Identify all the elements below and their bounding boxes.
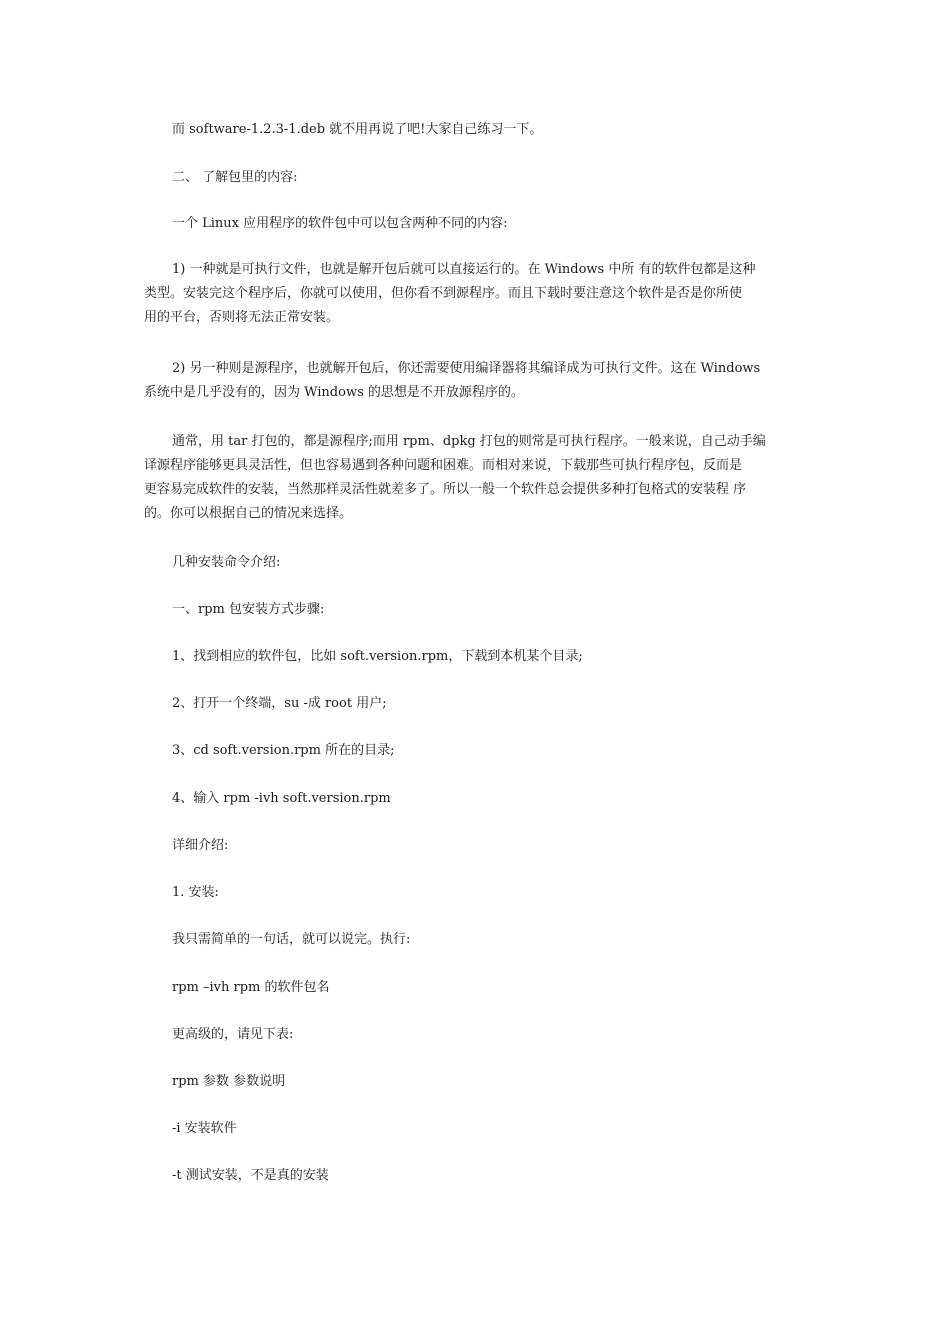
- paragraph-tar-vs-rpm: [144, 430, 812, 526]
- step-2: 2、打开一个终端，su -成 root 用户;: [172, 696, 387, 711]
- param-i: -i 安装软件: [172, 1121, 237, 1136]
- text-line: 类型。安装完这个程序后，你就可以使用，但你看不到源程序。而且下载时要注意这个软件是否是你所使: [144, 286, 743, 301]
- text-line: 系统中是几乎没有的，因为 Windows 的思想是不开放源程序的。: [144, 385, 524, 400]
- paragraph-deb-note: 而 software-1.2.3-1.deb 就不用再说了吧!大家自己练习一下。: [172, 122, 543, 137]
- text-line: 的。你可以根据自己的情况来选择。: [144, 506, 353, 521]
- command-rpm-ivh: rpm –ivh rpm 的软件包名: [172, 980, 330, 995]
- text-line: 2) 另一种则是源程序，也就解开包后，你还需要使用编译器将其编译成为可执行文件。这在 Windows: [172, 361, 761, 376]
- param-t: -t 测试安装，不是真的安装: [172, 1168, 329, 1183]
- heading-install: 1. 安装:: [172, 885, 219, 900]
- paragraph-linux-package-intro: 一个 Linux 应用程序的软件包中可以包含两种不同的内容:: [172, 216, 508, 231]
- text-line: 更容易完成软件的安装，当然那样灵活性就差多了。所以一般一个软件总会提供多种打包格式的安装程 序: [144, 482, 747, 497]
- text-line: 1) 一种就是可执行文件，也就是解开包后就可以直接运行的。在 Windows 中所 有的软件包都是这种: [172, 262, 756, 277]
- step-3: 3、cd soft.version.rpm 所在的目录;: [172, 743, 395, 758]
- text-line: 通常，用 tar 打包的，都是源程序;而用 rpm、dpkg 打包的则常是可执行程序。一般来说，自己动手编: [172, 434, 766, 449]
- paragraph-source-type: [144, 357, 812, 405]
- paragraph-install-simple: 我只需简单的一句话，就可以说完。执行:: [172, 932, 411, 947]
- paragraph-executable-type: [144, 258, 812, 330]
- paragraph-advanced: 更高级的，请见下表:: [172, 1027, 294, 1042]
- table-header-rpm-params: rpm 参数 参数说明: [172, 1074, 286, 1089]
- heading-rpm-steps: 一、rpm 包安装方式步骤:: [172, 602, 325, 617]
- text-line: 用的平台，否则将无法正常安装。: [144, 310, 340, 325]
- heading-install-commands: 几种安装命令介绍:: [172, 555, 281, 570]
- step-1: 1、找到相应的软件包，比如 soft.version.rpm，下载到本机某个目录;: [172, 649, 583, 664]
- step-4: 4、输入 rpm -ivh soft.version.rpm: [172, 791, 391, 806]
- heading-package-contents: 二、 了解包里的内容:: [172, 170, 298, 185]
- text-line: 译源程序能够更具灵活性，但也容易遇到各种问题和困难。而相对来说，下载那些可执行程序包，反而是: [144, 458, 743, 473]
- heading-details: 详细介绍:: [172, 838, 229, 853]
